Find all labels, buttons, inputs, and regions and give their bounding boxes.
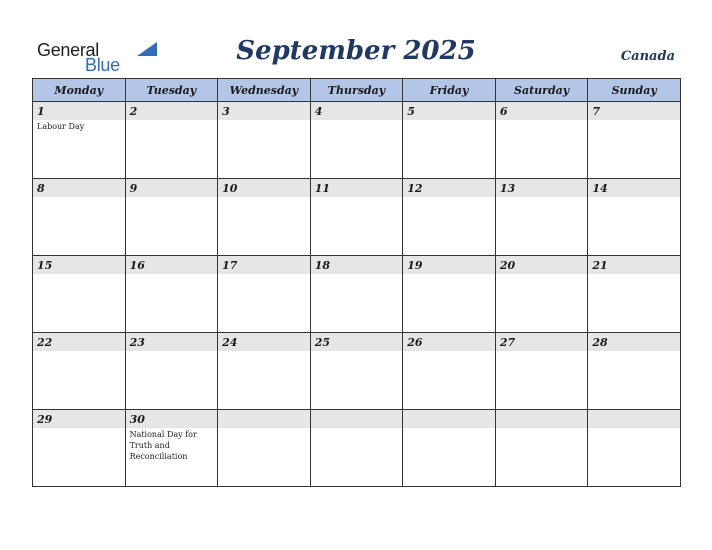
day-cell [33,256,126,333]
holiday-label: National Day for Truth and Reconciliation [129,430,197,461]
country-label: Canada [620,49,675,64]
day-number: 24 [218,333,310,351]
day-cell [310,102,403,179]
day-number: 16 [126,256,218,274]
holiday-label: Labour Day [37,122,85,131]
day-cell [125,410,218,487]
day-number: 10 [218,179,310,197]
day-number: 11 [311,179,403,197]
day-cell [403,102,496,179]
day-number: 23 [126,333,218,351]
day-number [403,410,495,428]
day-number: 9 [126,179,218,197]
day-cell [125,256,218,333]
weekday-saturday: Saturday [495,79,588,102]
week-row [33,333,681,410]
day-cell [218,179,311,256]
day-cell [125,102,218,179]
day-cell [588,179,681,256]
day-number: 30 [126,410,218,428]
day-cell [588,256,681,333]
calendar-title: September 2025 [236,36,476,66]
day-number: 13 [496,179,588,197]
day-cell [33,410,126,487]
week-row [33,102,681,179]
day-number [311,410,403,428]
day-number: 20 [496,256,588,274]
day-number: 5 [403,102,495,120]
day-number: 7 [588,102,680,120]
month-calendar [32,78,681,487]
weekday-sunday: Sunday [588,79,681,102]
day-number: 2 [126,102,218,120]
day-number: 8 [33,179,125,197]
day-number: 27 [496,333,588,351]
day-number: 29 [33,410,125,428]
day-number: 21 [588,256,680,274]
day-cell [33,333,126,410]
day-cell [218,256,311,333]
day-cell [495,410,588,487]
day-number: 1 [33,102,125,120]
day-number: 19 [403,256,495,274]
day-cell [33,102,126,179]
day-number [218,410,310,428]
day-cell [495,333,588,410]
week-row [33,410,681,487]
day-number: 25 [311,333,403,351]
weekday-wednesday: Wednesday [218,79,311,102]
day-number: 26 [403,333,495,351]
day-cell [403,333,496,410]
logo-text-blue: Blue [85,55,120,75]
day-cell [495,256,588,333]
day-cell [403,179,496,256]
day-number: 6 [496,102,588,120]
logo-text-general: General [37,40,99,60]
day-cell [218,410,311,487]
day-cell [588,410,681,487]
week-row [33,256,681,333]
day-cell [310,179,403,256]
day-cell [218,102,311,179]
day-cell [33,179,126,256]
day-number [496,410,588,428]
weekday-thursday: Thursday [310,79,403,102]
day-number: 12 [403,179,495,197]
logo-triangle-icon [137,42,157,56]
day-number: 4 [311,102,403,120]
day-cell [403,256,496,333]
week-row [33,179,681,256]
day-number: 14 [588,179,680,197]
day-cell [588,102,681,179]
weekday-tuesday: Tuesday [125,79,218,102]
day-cell [125,179,218,256]
weekday-header-row [33,79,681,102]
day-number: 18 [311,256,403,274]
day-number: 17 [218,256,310,274]
weekday-monday: Monday [33,79,126,102]
day-number [588,410,680,428]
day-number: 28 [588,333,680,351]
day-cell [310,410,403,487]
day-number: 15 [33,256,125,274]
day-cell [495,102,588,179]
day-cell [588,333,681,410]
weekday-friday: Friday [403,79,496,102]
day-cell [403,410,496,487]
day-cell [218,333,311,410]
day-number: 3 [218,102,310,120]
day-cell [310,256,403,333]
generalblue-logo [37,40,127,74]
day-cell [310,333,403,410]
day-number: 22 [33,333,125,351]
day-cell [495,179,588,256]
day-cell [125,333,218,410]
